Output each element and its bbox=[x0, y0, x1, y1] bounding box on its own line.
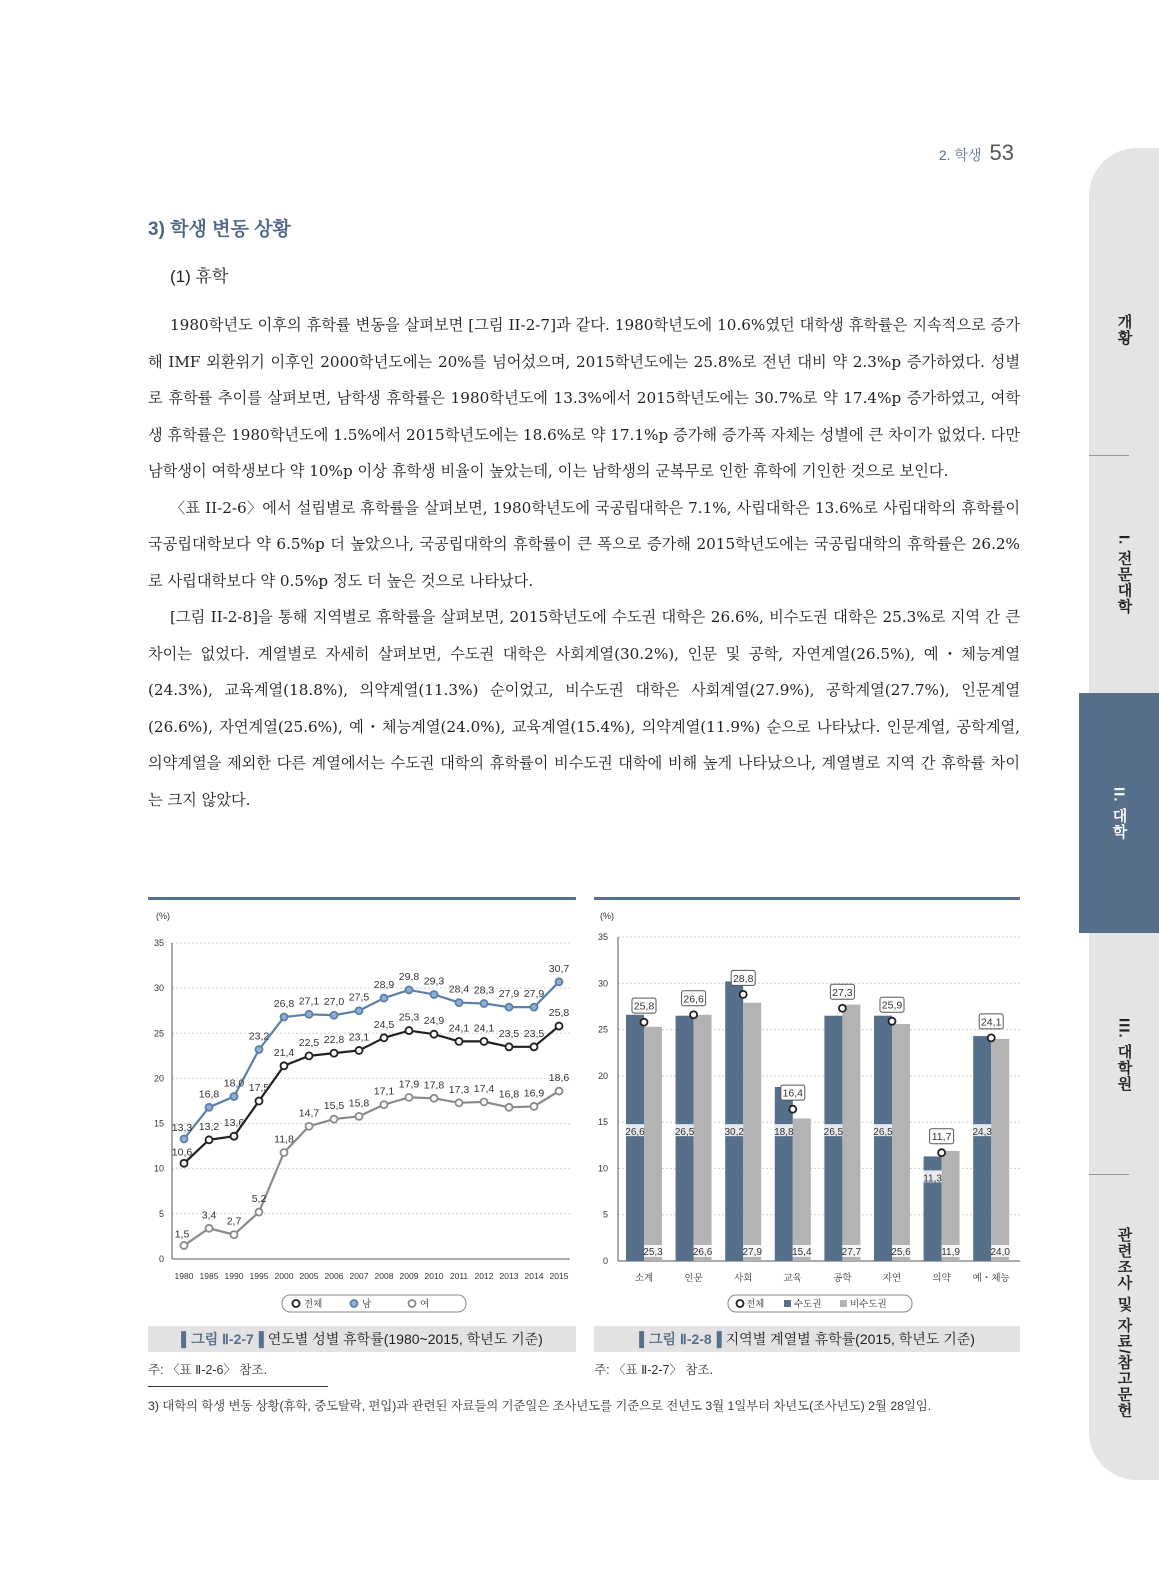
data-point bbox=[231, 1133, 238, 1140]
data-label: 24,1 bbox=[473, 1022, 495, 1035]
data-label-metro: 26,5 bbox=[873, 1127, 893, 1139]
bar-chart bbox=[594, 897, 1020, 1317]
x-tick-label: 교육 bbox=[783, 1273, 802, 1284]
data-point bbox=[306, 1123, 313, 1130]
data-label-nonmetro: 26,6 bbox=[692, 1247, 713, 1258]
data-point-total bbox=[740, 991, 747, 998]
legend-marker bbox=[351, 1300, 358, 1307]
data-point bbox=[356, 1047, 363, 1054]
data-point bbox=[556, 1023, 563, 1030]
data-point bbox=[431, 1031, 438, 1038]
x-tick-label: 2014 bbox=[524, 1271, 544, 1281]
data-label: 25,8 bbox=[548, 1007, 570, 1020]
tab-divider bbox=[1089, 455, 1129, 456]
data-label: 13,2 bbox=[198, 1120, 220, 1133]
y-tick-label: 25 bbox=[597, 1024, 608, 1035]
data-label-metro: 24,3 bbox=[972, 1127, 992, 1139]
data-label-nonmetro: 24,0 bbox=[990, 1247, 1010, 1258]
data-label: 28,4 bbox=[448, 983, 470, 996]
data-point bbox=[381, 995, 388, 1002]
legend-label: 수도권 bbox=[794, 1299, 822, 1310]
legend-label: 여 bbox=[420, 1299, 430, 1310]
side-tab-college[interactable]: I. 전문대학 bbox=[1115, 535, 1133, 615]
figure-note: 주: 〈표 Ⅱ-2-6〉 참조. bbox=[148, 1363, 268, 1377]
x-tick-label: 인문 bbox=[684, 1273, 703, 1284]
y-tick-label: 35 bbox=[597, 932, 608, 942]
data-label: 16,8 bbox=[498, 1088, 520, 1101]
y-tick-label: 20 bbox=[597, 1070, 608, 1081]
bar-nonmetro bbox=[842, 1005, 860, 1261]
data-label: 13,3 bbox=[171, 1121, 193, 1134]
data-label: 22,5 bbox=[298, 1036, 320, 1049]
x-tick-label: 2015 bbox=[549, 1271, 569, 1281]
x-tick-label: 예・체능 bbox=[972, 1273, 1010, 1284]
data-label: 24,9 bbox=[423, 1015, 445, 1028]
data-point bbox=[406, 1094, 413, 1101]
data-point bbox=[506, 1043, 513, 1050]
data-label: 16,8 bbox=[198, 1088, 220, 1101]
data-label-nonmetro: 11,9 bbox=[941, 1247, 960, 1258]
data-point-total bbox=[641, 1019, 648, 1026]
data-point bbox=[256, 1098, 263, 1105]
data-label: 21,4 bbox=[273, 1046, 295, 1059]
bar-metro bbox=[973, 1036, 991, 1261]
figure-title: 지역별 계열별 휴학률(2015, 학년도 기준) bbox=[725, 1331, 975, 1347]
x-tick-label: 2009 bbox=[399, 1271, 419, 1281]
x-tick-label: 2012 bbox=[474, 1271, 494, 1281]
x-tick-label: 2013 bbox=[499, 1271, 519, 1281]
legend-marker bbox=[293, 1300, 300, 1307]
legend-label: 비수도권 bbox=[850, 1299, 887, 1310]
data-point bbox=[281, 1149, 288, 1156]
data-label-nonmetro: 15,4 bbox=[792, 1247, 812, 1258]
x-tick-label: 사회 bbox=[734, 1273, 753, 1284]
y-tick-label: 0 bbox=[602, 1256, 608, 1266]
bar-nonmetro bbox=[743, 1003, 761, 1261]
y-tick-label: 20 bbox=[153, 1073, 164, 1084]
x-tick-label: 2007 bbox=[349, 1271, 369, 1281]
data-point bbox=[456, 999, 463, 1006]
data-point bbox=[281, 1062, 288, 1069]
data-label-nonmetro: 25,6 bbox=[891, 1247, 911, 1258]
x-tick-label: 1980 bbox=[174, 1271, 194, 1281]
y-tick-label: 25 bbox=[153, 1028, 164, 1039]
bar-nonmetro bbox=[892, 1024, 910, 1261]
y-tick-label: 15 bbox=[597, 1117, 608, 1128]
figure-number: ▌그림 Ⅱ-2-8▐ bbox=[639, 1331, 722, 1347]
data-label: 26,8 bbox=[273, 998, 295, 1011]
x-tick-label: 2000 bbox=[274, 1271, 294, 1281]
data-label: 23,5 bbox=[523, 1027, 545, 1040]
data-label-nonmetro: 27,9 bbox=[742, 1247, 762, 1258]
data-point-total bbox=[938, 1149, 945, 1156]
data-label: 17,4 bbox=[473, 1082, 495, 1095]
section-label: 2. 학생 bbox=[938, 147, 982, 163]
subsection-title: (1) 휴학 bbox=[170, 267, 229, 286]
data-label: 17,8 bbox=[423, 1079, 445, 1092]
data-point-total bbox=[839, 1005, 846, 1012]
y-tick-label: 10 bbox=[153, 1163, 164, 1174]
data-label-metro: 11,3 bbox=[923, 1173, 942, 1185]
line-chart bbox=[148, 897, 576, 1317]
x-tick-label: 2006 bbox=[324, 1271, 344, 1281]
data-point bbox=[306, 1052, 313, 1059]
data-point bbox=[181, 1242, 188, 1249]
data-point bbox=[431, 1095, 438, 1102]
y-tick-label: 10 bbox=[597, 1163, 608, 1174]
data-point bbox=[506, 1104, 513, 1111]
x-tick-label: 2010 bbox=[424, 1271, 444, 1281]
x-tick-label: 2005 bbox=[299, 1271, 319, 1281]
data-point bbox=[256, 1209, 263, 1216]
data-point bbox=[181, 1135, 188, 1142]
data-label: 23,1 bbox=[348, 1031, 370, 1044]
data-label: 17,9 bbox=[398, 1078, 420, 1091]
data-point bbox=[331, 1012, 338, 1019]
data-point bbox=[256, 1046, 263, 1053]
side-tab-graduate[interactable]: III. 대학원 bbox=[1115, 1018, 1133, 1092]
bar-nonmetro bbox=[942, 1151, 960, 1261]
data-label: 3,4 bbox=[201, 1209, 217, 1222]
data-point bbox=[206, 1104, 213, 1111]
data-point bbox=[381, 1034, 388, 1041]
data-label: 10,6 bbox=[171, 1146, 193, 1159]
series-line bbox=[184, 982, 559, 1139]
data-label: 30,7 bbox=[548, 962, 570, 975]
data-label: 15,5 bbox=[323, 1100, 345, 1113]
data-label-total: 24,1 bbox=[980, 1016, 1002, 1029]
data-label: 27,1 bbox=[298, 995, 320, 1008]
legend-label: 전체 bbox=[746, 1299, 765, 1310]
data-label-metro: 26,6 bbox=[625, 1127, 645, 1139]
data-point bbox=[231, 1231, 238, 1238]
bar-nonmetro bbox=[793, 1118, 811, 1261]
data-label-metro: 26,5 bbox=[823, 1127, 844, 1139]
data-label: 24,5 bbox=[373, 1018, 395, 1031]
side-tab-university[interactable]: II. 대학 bbox=[1079, 693, 1159, 933]
page-number: 53 bbox=[989, 140, 1014, 165]
data-point bbox=[406, 1027, 413, 1034]
data-label-total: 16,4 bbox=[782, 1087, 804, 1100]
data-point bbox=[506, 1004, 513, 1011]
bar-metro bbox=[775, 1087, 793, 1261]
data-label-total: 11,7 bbox=[931, 1131, 952, 1144]
data-point bbox=[456, 1038, 463, 1045]
x-tick-label: 1995 bbox=[249, 1271, 269, 1281]
y-tick-label: 5 bbox=[602, 1209, 608, 1220]
data-label: 28,3 bbox=[473, 984, 495, 997]
figure-caption bbox=[594, 1326, 1020, 1352]
y-tick-label: 30 bbox=[153, 983, 164, 994]
page-header bbox=[939, 140, 1014, 166]
data-label: 11,8 bbox=[274, 1133, 294, 1146]
side-tab-overview[interactable]: 개황 bbox=[1115, 314, 1133, 346]
data-label: 13,6 bbox=[223, 1117, 245, 1130]
y-tick-label: 30 bbox=[597, 978, 608, 989]
data-label: 18,6 bbox=[548, 1072, 570, 1085]
data-point bbox=[531, 1103, 538, 1110]
data-point bbox=[456, 1099, 463, 1106]
x-tick-label: 1990 bbox=[224, 1271, 244, 1281]
data-point bbox=[331, 1050, 338, 1057]
data-label: 18,0 bbox=[223, 1077, 245, 1090]
data-label: 22,8 bbox=[323, 1034, 345, 1047]
y-tick-label: 5 bbox=[158, 1208, 164, 1219]
figure-note: 주: 〈표 Ⅱ-2-7〉 참조. bbox=[594, 1363, 714, 1377]
side-tab-references[interactable]: 관련조사 및 자료/참고문헌 bbox=[1115, 1227, 1133, 1419]
y-unit: (%) bbox=[600, 911, 614, 921]
y-unit: (%) bbox=[156, 911, 170, 921]
y-tick-label: 35 bbox=[153, 938, 164, 948]
figure-title: 연도별 성별 휴학률(1980~2015, 학년도 기준) bbox=[267, 1331, 543, 1347]
data-label: 28,9 bbox=[373, 979, 395, 992]
data-point-total bbox=[988, 1034, 995, 1041]
legend-marker bbox=[409, 1300, 416, 1307]
data-point bbox=[406, 986, 413, 993]
data-label: 24,1 bbox=[448, 1022, 470, 1035]
paragraph: 1980학년도 이후의 휴학률 변동을 살펴보면 [그림 II-2-7]과 같다. 1980학년도에 10.6%였던 대학생 휴학률은 지속적으로 증가해 IMF 외환위기 이후인 2000학년도에는 20%를 넘어섰으며, 2015학년도에는 25.8%로 전년 대비 약 2.3%p 증가하였다. 성별로 휴학률 추이를 살펴보면, 남학생 휴학률은 1980학년도에 13.3%에서 2015학년도에는 30.7%로 약 17.4%p 증가하였고, 여학생 휴학률은 1980학년도에 1.5%에서 2015학년도에는 18.6%로 약 17.1%p 증가해 증가폭 자체는 성별에 큰 차이가 없었다. 다만 남학생이 여학생보다 약 10%p 이상 휴학생 비율이 높았는데, 이는 남학생의 군복무로 인한 휴학에 기인한 것으로 보인다. bbox=[148, 316, 1020, 480]
data-label: 23,5 bbox=[498, 1027, 520, 1040]
bar-metro bbox=[725, 981, 743, 1261]
data-point bbox=[281, 1014, 288, 1021]
data-point bbox=[181, 1160, 188, 1167]
data-label: 2,7 bbox=[226, 1215, 242, 1228]
data-label-nonmetro: 25,3 bbox=[643, 1247, 663, 1258]
legend-label: 전체 bbox=[304, 1299, 323, 1310]
legend-marker bbox=[840, 1300, 847, 1307]
data-label-metro: 18,8 bbox=[774, 1127, 794, 1139]
footnote-rule bbox=[148, 1386, 328, 1387]
data-point-total bbox=[789, 1106, 796, 1113]
legend-marker bbox=[784, 1300, 791, 1307]
paragraph: 〈표 II-2-6〉에서 설립별로 휴학률을 살펴보면, 1980학년도에 국공립대학은 7.1%, 사립대학은 13.6%로 사립대학의 휴학률이 국공립대학보다 약 6.5%p 더 높았으나, 국공립대학의 휴학률이 큰 폭으로 증가해 2015학년도에는 국공립대학의 휴학률은 26.2%로 사립대학보다 약 0.5%p 정도 더 높은 것으로 나타났다. bbox=[148, 498, 1020, 590]
x-tick-label: 공학 bbox=[833, 1273, 852, 1284]
data-label: 17,5 bbox=[248, 1082, 270, 1094]
paragraph: [그림 II-2-8]을 통해 지역별로 휴학률을 살펴보면, 2015학년도에 수도권 대학은 26.6%, 비수도권 대학은 25.3%로 지역 간 큰 차이는 없었다. 계열별로 자세히 살펴보면, 수도권 대학은 사회계열(30.2%), 인문 및 공학, 자연계열(26.5%), 예・체능계열(24.3%), 교육계열(18.8%), 의약계열(11.3%) 순이었고, 비수도권 대학은 사회계열(27.9%), 공학계열(27.7%), 인문계열(26.6%), 자연계열(25.6%), 예・체능계열(24.0%), 교육계열(15.4%), 의약계열(11.9%) 순으로 나타났다. 인문계열, 공학계열, 의약계열을 제외한 다른 계열에서는 수도권 대학의 휴학률이 비수도권 대학에 비해 높게 나타났으나, 계열별로 지역 간 휴학률 차이는 크지 않았다. bbox=[148, 608, 1020, 809]
bar-nonmetro bbox=[991, 1039, 1009, 1261]
data-point bbox=[531, 1004, 538, 1011]
bar-nonmetro bbox=[644, 1027, 662, 1261]
data-label: 29,8 bbox=[398, 970, 420, 983]
data-point bbox=[556, 978, 563, 985]
bar-metro bbox=[676, 1016, 694, 1261]
data-label: 27,9 bbox=[523, 988, 545, 1001]
data-label: 27,0 bbox=[323, 996, 345, 1009]
body-text bbox=[148, 307, 1020, 818]
data-point bbox=[381, 1101, 388, 1108]
data-label-total: 27,3 bbox=[832, 986, 853, 999]
data-point bbox=[556, 1088, 563, 1095]
data-label-total: 25,9 bbox=[881, 999, 903, 1012]
x-tick-label: 자연 bbox=[882, 1273, 902, 1284]
data-label: 27,5 bbox=[348, 991, 370, 1004]
data-point bbox=[206, 1225, 213, 1232]
data-point-total bbox=[690, 1011, 697, 1018]
figure-caption bbox=[148, 1326, 576, 1352]
data-label: 29,3 bbox=[423, 975, 445, 988]
data-label: 17,3 bbox=[448, 1083, 470, 1096]
bar-nonmetro bbox=[694, 1015, 712, 1261]
y-tick-label: 0 bbox=[158, 1254, 164, 1264]
data-point bbox=[481, 1098, 488, 1105]
data-label: 23,2 bbox=[248, 1030, 270, 1043]
data-point bbox=[531, 1043, 538, 1050]
tab-divider bbox=[1089, 1174, 1129, 1175]
data-point bbox=[356, 1113, 363, 1120]
data-point bbox=[481, 1000, 488, 1007]
bar-metro bbox=[874, 1016, 892, 1261]
x-tick-label: 소계 bbox=[634, 1273, 654, 1284]
y-tick-label: 15 bbox=[153, 1118, 164, 1129]
legend-label: 남 bbox=[362, 1299, 372, 1310]
x-tick-label: 1985 bbox=[199, 1271, 219, 1281]
data-point bbox=[431, 991, 438, 998]
data-point bbox=[231, 1093, 238, 1100]
data-point bbox=[356, 1007, 363, 1014]
data-point bbox=[306, 1011, 313, 1018]
data-label: 16,9 bbox=[523, 1087, 545, 1100]
figure-number: ▌그림 Ⅱ-2-7▐ bbox=[181, 1331, 264, 1347]
data-label: 25,3 bbox=[398, 1011, 420, 1024]
data-label-total: 25,8 bbox=[633, 1000, 655, 1013]
bar-metro bbox=[824, 1016, 842, 1261]
data-label: 1,5 bbox=[174, 1228, 190, 1241]
section-title: 3) 학생 변동 상황 bbox=[148, 219, 291, 240]
data-point-total bbox=[889, 1018, 896, 1025]
data-point bbox=[331, 1116, 338, 1123]
data-label-metro: 30,2 bbox=[724, 1127, 744, 1139]
data-point bbox=[481, 1038, 488, 1045]
data-label: 27,9 bbox=[498, 988, 520, 1001]
data-label-total: 26,6 bbox=[683, 993, 704, 1006]
x-tick-label: 2011 bbox=[449, 1271, 469, 1281]
x-tick-label: 의약 bbox=[932, 1273, 951, 1284]
data-label: 5,2 bbox=[251, 1193, 267, 1206]
legend-marker bbox=[737, 1300, 744, 1307]
data-label-nonmetro: 27,7 bbox=[841, 1247, 862, 1258]
data-label: 17,1 bbox=[373, 1085, 395, 1098]
data-point bbox=[206, 1136, 213, 1143]
data-label-metro: 26,5 bbox=[674, 1127, 695, 1139]
footnote: 3) 대학의 학생 변동 상황(휴학, 중도탈락, 편입)과 관련된 자료들의 기준일은 조사년도를 기준으로 전년도 3월 1일부터 차년도(조사년도) 2월 28일임. bbox=[148, 1399, 932, 1413]
data-label-total: 28,8 bbox=[732, 972, 754, 985]
x-tick-label: 2008 bbox=[374, 1271, 394, 1281]
data-label: 14,7 bbox=[298, 1107, 320, 1120]
data-label: 15,8 bbox=[348, 1097, 370, 1110]
